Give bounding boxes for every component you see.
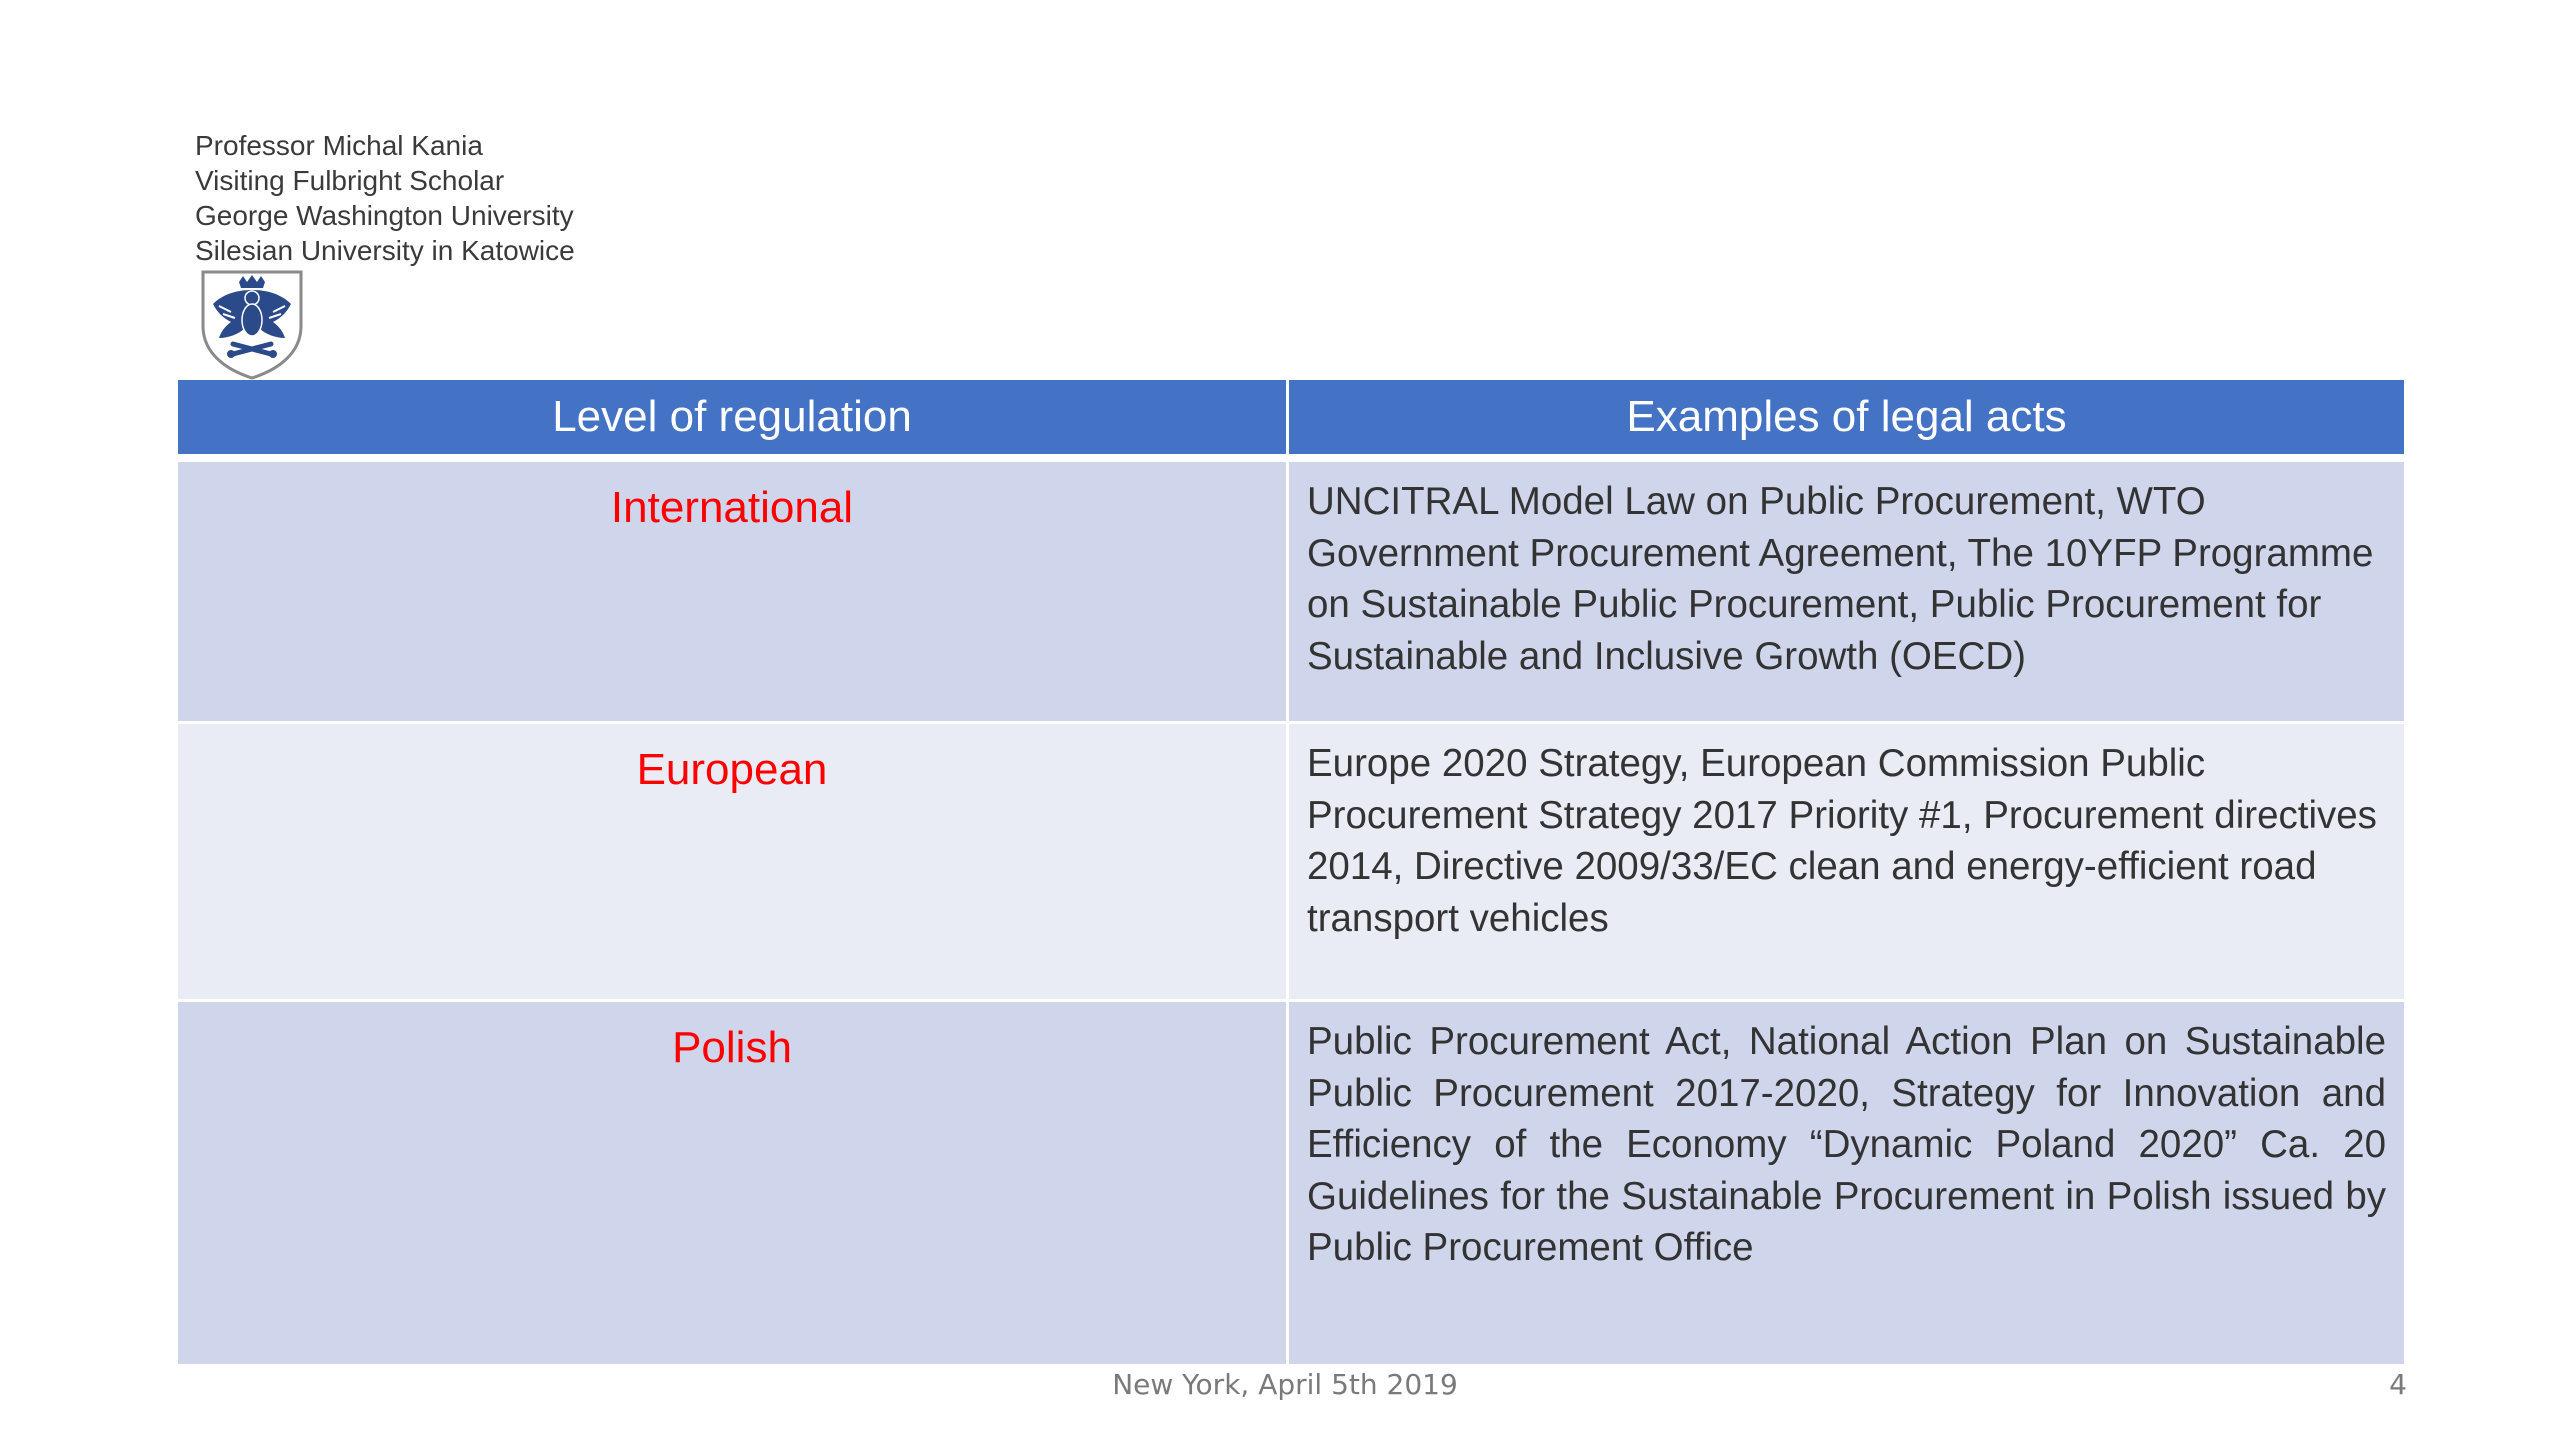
author-name: Professor Michal Kania [195,130,483,161]
regulation-table [178,380,2404,1364]
examples-cell-polish: Public Procurement Act, National Action Plan on Sustainable Public Procurement 2017-2020, Strategy for Innovation and Efficiency of the Economy “Dynamic Poland 2020” Ca. 20 Guidelines for the Sustainable Procurement in Polish issued by Public Procurement Office [1307,1020,2386,1269]
level-cell-polish: Polish [178,1002,1289,1364]
footer-location-date: New York, April 5th 2019 [1112,1368,1458,1401]
table-row-international [178,462,2404,724]
header-level-of-regulation: Level of regulation [178,380,1289,454]
examples-cell-european: Europe 2020 Strategy, European Commission Public Procurement Strategy 2017 Priority #1, Procurement directives 2014, Directive 2009/33/EC clean and energy-efficient road transport vehicles [1307,742,2377,940]
author-block [195,128,575,268]
level-cell-international: International [178,462,1289,721]
author-title: Visiting Fulbright Scholar [195,165,505,196]
eagle-shield-crest-icon [197,268,307,380]
table-row-european [178,724,2404,1002]
footer-page-number: 4 [2389,1368,2407,1401]
examples-cell-international: UNCITRAL Model Law on Public Procurement, WTO Government Procurement Agreement, The 10YFP Programme on Sustainable Public Procurement, Public Procurement for Sustainable and Inclusive Growth (OECD) [1307,480,2374,678]
header-examples-of-legal-acts: Examples of legal acts [1626,392,2067,441]
author-affiliation-2: Silesian University in Katowice [195,235,575,266]
table-header-row [178,380,2404,462]
level-cell-european: European [178,724,1289,999]
author-affiliation-1: George Washington University [195,200,574,231]
table-row-polish [178,1002,2404,1364]
